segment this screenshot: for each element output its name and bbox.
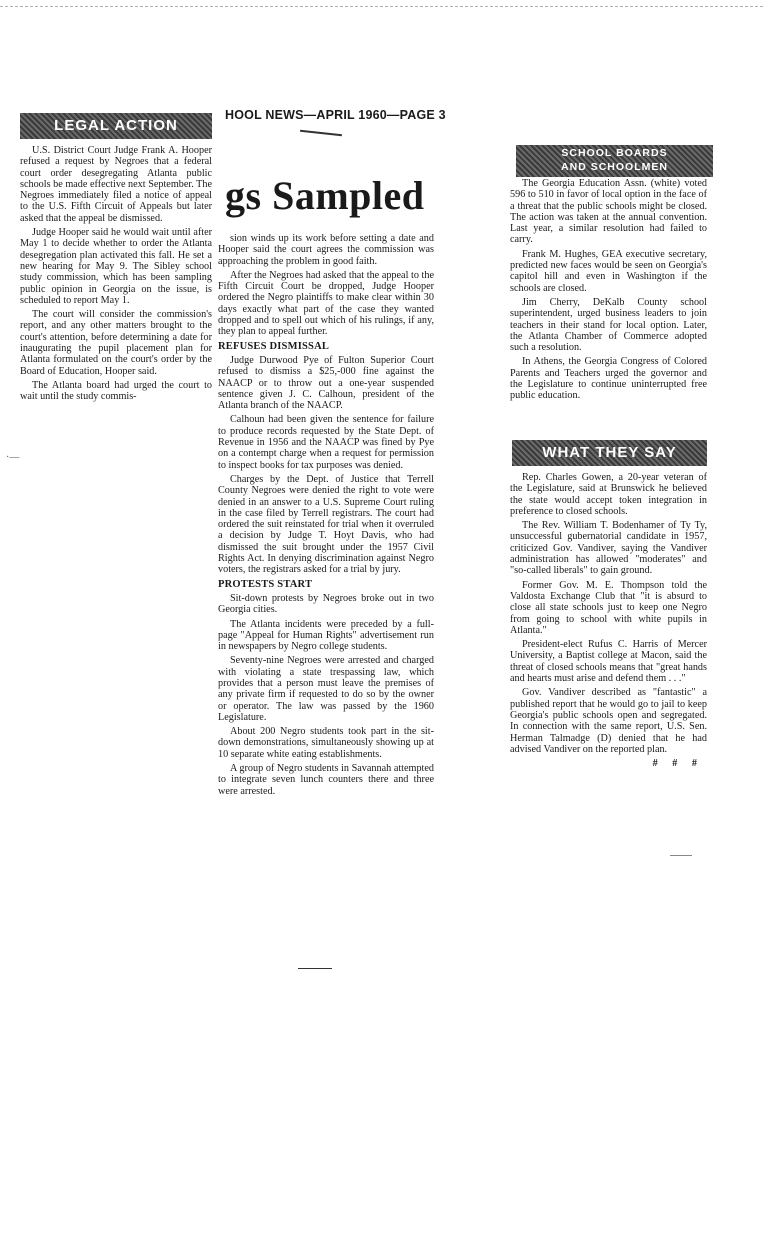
- school-paragraph: Frank M. Hughes, GEA executive secretary, predicted new faces would be seen on Georgia's capitol hill and even in Washington if the schools are closed.: [510, 248, 707, 294]
- subhead-protests-start: PROTESTS START: [218, 578, 313, 590]
- middle-paragraph: After the Negroes had asked that the appeal to the Fifth Circuit Court be dropped, Judge Hooper ordered the Negro plaintiffs to make clear within 30 days exactly what part of the case they wanted dropped and to spell out which of his rulings, if any, they plan to appeal further.: [218, 269, 434, 338]
- subhead-refuses-dismissal: REFUSES DISMISSAL: [218, 340, 330, 352]
- middle-column: [218, 233, 434, 800]
- legal-paragraph: Judge Hooper said he would wait until after May 1 to decide whether to order the Atlanta desegregation plan activated this fall. He set a new hearing for May 9. The Sibley school study commission, which has been sampling public opinion in Georgia on the issue, is scheduled to report May 1.: [20, 227, 212, 306]
- school-boards-banner: [516, 145, 713, 177]
- legal-paragraph: The Atlanta board had urged the court to wait until the study commis-: [20, 379, 212, 403]
- say-paragraph: The Rev. William T. Bodenhamer of Ty Ty, unsuccessful gubernatorial candidate in 1957, criticized Gov. Vandiver, saying the Vandiver administration has allowed "moderates" and "so-called liberals" to gain ground.: [510, 520, 707, 577]
- legal-paragraph: U.S. District Court Judge Frank A. Hooper refused a request by Negroes that a federal court order desegregating Atlanta public schools be made effective next September. The Negroes immediately filed a notice of appeal to the U.S. Fifth Circuit of Appeals but later asked that the appeal be dismissed.: [20, 145, 212, 224]
- stray-rule: [670, 855, 692, 856]
- legal-action-banner: LEGAL ACTION: [20, 113, 212, 139]
- say-paragraph: Gov. Vandiver described as "fantastic" a published report that he would go to jail to keep Georgia's public schools open and segregated. In connection with the same report, U.S. Sen. Herman Talmadge (D) denied that he had advised Vandiver on the reported plan.: [510, 687, 707, 755]
- protests-paragraph: The Atlanta incidents were preceded by a full-page "Appeal for Human Rights" advertisement run in newspapers by Negro college students.: [218, 618, 434, 653]
- school-boards-column: [510, 178, 707, 405]
- running-head: HOOL NEWS—APRIL 1960—PAGE 3: [225, 108, 446, 122]
- refuses-paragraph: Judge Durwood Pye of Fulton Superior Court refused to dismiss a $25,-000 fine against the NAACP or to throw out a one-year suspended sentence given J. C. Calhoun, president of the Atlanta branch of the NAACP.: [218, 354, 434, 412]
- what-they-say-column: [510, 472, 707, 769]
- say-paragraph: Former Gov. M. E. Thompson told the Valdosta Exchange Club that "it is absurd to close all state schools just to keep one Negro from going to school with white pupils in Atlanta.": [510, 579, 707, 636]
- refuses-paragraph: Calhoun had been given the sentence for failure to produce records requested by the State Dept. of Revenue in 1956 and the NAACP was fined by Pye on a contempt charge when a request for permission to inspect books for tax purposes was denied.: [218, 414, 434, 471]
- refuses-paragraph: Charges by the Dept. of Justice that Terrell County Negroes were denied the right to vote were denied in an answer to a U.S. Supreme Court ruling in the case filed by Terrell registrars. The court had ordered the suit reinstated for trial when it overruled a decision by Judge T. Hoyt Davis, who had dismissed the suit brought under the 1957 Civil Rights Act. In denying discrimination against Negro voters, the registrars asked for a trial by jury.: [218, 473, 434, 576]
- school-paragraph: Jim Cherry, DeKalb County school superintendent, urged business leaders to join teachers in their stand for local option. Later, the Atlanta Chamber of Commerce adopted such a resolution.: [510, 296, 707, 354]
- school-paragraph: The Georgia Education Assn. (white) voted 596 to 510 in favor of local option in the face of a threat that the public schools might be closed. The action was taken at the annual convention. Last year, a similar resolution had failed to carry.: [510, 178, 707, 246]
- school-boards-banner-line1: SCHOOL BOARDS: [561, 147, 668, 159]
- headline: gs Sampled: [225, 173, 425, 218]
- legal-action-column: [20, 145, 212, 406]
- protests-paragraph: A group of Negro students in Savannah attempted to integrate seven lunch counters there and three were arrested.: [218, 763, 434, 797]
- underline-mark: [300, 130, 342, 136]
- middle-paragraph: sion winds up its work before setting a date and Hooper said the court agrees the commission was approaching the problem in good faith.: [218, 233, 434, 267]
- end-mark: # # #: [652, 758, 703, 770]
- page-top-edge: [0, 0, 763, 7]
- stray-mark: ·—: [6, 452, 20, 463]
- legal-paragraph: The court will consider the commission's report, and any other matters brought to the court's attention, before determining a date for inaugurating the pupil placement plan for Atlanta formulated on the court's order by the Board of Education, Hooper said.: [20, 309, 212, 377]
- end-rule: [298, 968, 332, 969]
- say-paragraph: President-elect Rufus C. Harris of Mercer University, a Baptist college at Macon, said the threat of closed schools means that "great hands and hearts must arise and defend them . . .": [510, 639, 707, 685]
- protests-paragraph: Seventy-nine Negroes were arrested and charged with violating a state trespassing law, which provides that a person must leave the premises of any private firm if requested to do so by the owner or operator. The law was passed by the 1960 Legislature.: [218, 655, 434, 723]
- school-paragraph: In Athens, the Georgia Congress of Colored Parents and Teachers urged the governor and the Legislature to continue uninterrupted free public education.: [510, 356, 707, 402]
- school-boards-banner-line2: AND SCHOOLMEN: [561, 161, 668, 173]
- protests-paragraph: Sit-down protests by Negroes broke out in two Georgia cities.: [218, 592, 434, 616]
- protests-paragraph: About 200 Negro students took part in the sit-down demonstrations, simultaneously showing up at 10 separate white eating establishments.: [218, 726, 434, 760]
- what-they-say-banner: WHAT THEY SAY: [512, 440, 707, 466]
- say-paragraph: Rep. Charles Gowen, a 20-year veteran of the Legislature, said at Brunswick he believed the state would accept token integration in preference to closed schools.: [510, 472, 707, 517]
